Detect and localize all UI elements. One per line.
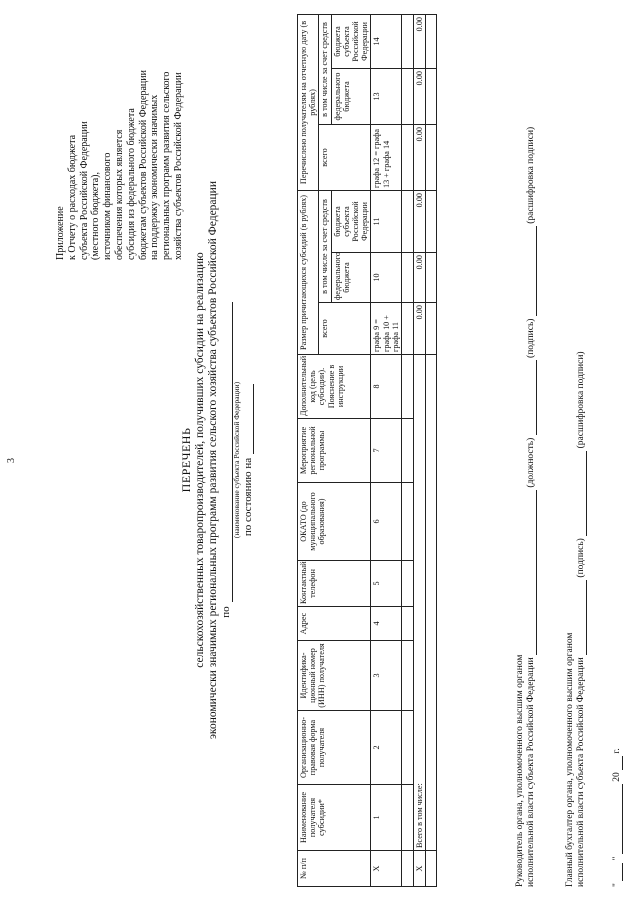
header-transferred: Перечислено получателям на отчетную дату (в рублях) xyxy=(298,14,319,190)
signature-caption: (подпись) xyxy=(525,318,536,358)
document-title xyxy=(180,180,254,740)
formula-row xyxy=(371,13,402,886)
head-title-1: Руководитель органа, уполномоченного высшим органом xyxy=(515,654,525,887)
appendix-line: (местного бюджета), xyxy=(90,172,102,260)
total-row xyxy=(413,13,425,886)
appendix-line: Приложение xyxy=(55,206,66,260)
state-blank xyxy=(242,384,254,454)
col-number: 6 xyxy=(371,483,402,561)
appendix-line: региональных программ развития сельского xyxy=(161,71,173,260)
header-num: № п/п xyxy=(298,851,371,887)
col-number: 11 xyxy=(371,190,402,252)
accountant-signature-block xyxy=(565,351,587,887)
total-value: 0.00 xyxy=(413,253,425,303)
formula-marker: Х xyxy=(371,851,402,887)
formula-c9: графа 9 = графа 10 + графа 11 xyxy=(371,303,402,355)
position-caption: (должность) xyxy=(525,437,536,488)
header-phone: Контактный телефон xyxy=(298,561,371,607)
acc-title-1: Главный бухгалтер органа, уполномоченного высшим органом xyxy=(565,632,575,887)
empty-row xyxy=(401,13,413,886)
appendix-line: бюджетам субъектов Российской Федерации xyxy=(137,70,149,260)
appendix-line: источником финансового xyxy=(102,152,114,260)
empty-row xyxy=(426,13,437,886)
region-label: по xyxy=(220,606,233,618)
head-signature-block xyxy=(515,127,537,887)
header-accrued-reg: бюджета субъекта Российской Федерации xyxy=(331,190,371,252)
header-name: Наименование получателя субсидии* xyxy=(298,785,371,851)
header-inn: Идентифика-ционный номер (ИНН) получателя xyxy=(298,641,371,711)
header-okato: ОКАТО (до муниципального образования) xyxy=(298,483,371,561)
region-row xyxy=(220,180,233,740)
col-number: 8 xyxy=(371,355,402,419)
header-accrued: Размер причитающихся субсидий (в рублях) xyxy=(298,190,319,354)
appendix-note xyxy=(55,5,185,260)
header-accrued-fed: федерального бюджета xyxy=(331,253,371,303)
formula-c12: графа 12 = графа 13 + графа 14 xyxy=(371,124,402,190)
header-accrued-total: всего xyxy=(319,303,371,355)
date-row xyxy=(242,180,255,740)
col-number: 5 xyxy=(371,561,402,607)
total-value: 0.00 xyxy=(413,303,425,355)
col-number: 14 xyxy=(371,14,402,68)
acc-title-2: исполнительной власти субъекта Российской Федерации (подпись) (расшифровка подписи) xyxy=(575,351,586,887)
col-number: 4 xyxy=(371,607,402,641)
total-label: Всего в том числе: xyxy=(413,355,425,851)
title-line-2: экономически значимых региональных программ развития сельского хозяйства субъектов Российской Федерации xyxy=(207,181,220,739)
header-address: Адрес xyxy=(298,607,371,641)
header-transferred-incl: в том числе за счет средств xyxy=(319,14,331,124)
region-note: (наименование субъекта Российской Федерации) xyxy=(231,381,241,539)
header-row-1 xyxy=(298,13,319,886)
header-transferred-total: всего xyxy=(319,124,371,190)
appendix-line: субъекта Российской Федерации xyxy=(78,121,90,260)
total-value: 0.00 xyxy=(413,68,425,124)
total-value: 0.00 xyxy=(413,190,425,252)
col-number: 3 xyxy=(371,641,402,711)
total-value: 0.00 xyxy=(413,14,425,68)
header-form: Организационно-правовая форма получателя xyxy=(298,711,371,785)
decoding-caption: (расшифровка подписи) xyxy=(575,351,586,449)
recipients-table xyxy=(297,13,437,887)
date-line: " " 20 г. xyxy=(612,748,622,887)
col-number: 2 xyxy=(371,711,402,785)
header-transferred-fed: федерального бюджета xyxy=(331,68,371,124)
page-number: 3 xyxy=(6,458,17,463)
total-value: 0.00 xyxy=(413,124,425,190)
appendix-line: обеспечения которых является xyxy=(113,129,125,260)
head-title-2: исполнительной власти субъекта Российской Федерации (должность) (подпись) (расшифровка подписи) xyxy=(525,126,536,887)
col-number: 7 xyxy=(371,419,402,483)
appendix-line: субсидия из федерального бюджета xyxy=(125,108,137,260)
state-label: по состоянию на xyxy=(241,457,254,537)
total-marker: Х xyxy=(413,851,425,887)
header-extra: Дополнительный код (цель субсидии). Пояснение в инструкции xyxy=(298,355,371,419)
header-transferred-reg: бюджета субъекта Российской Федерации xyxy=(331,14,371,68)
header-accrued-incl: в том числе за счет средств xyxy=(319,190,331,302)
col-number: 1 xyxy=(371,785,402,851)
col-number: 10 xyxy=(371,253,402,303)
col-number: 13 xyxy=(371,68,402,124)
appendix-line: к Отчету о расходах бюджета xyxy=(66,134,78,260)
title-line-1: сельскохозяйственных товаропроизводителей, получивших субсидии на реализацию xyxy=(193,252,206,668)
signature-caption: (подпись) xyxy=(575,538,586,578)
decoding-caption: (расшифровка подписи) xyxy=(525,126,536,224)
title-heading: ПЕРЕЧЕНЬ xyxy=(179,427,193,493)
appendix-line: на поддержку экономически значимых xyxy=(149,94,161,260)
appendix-line: хозяйства субъектов Российской Федерации xyxy=(172,72,184,260)
header-event: Мероприятие региональной программы xyxy=(298,419,371,483)
